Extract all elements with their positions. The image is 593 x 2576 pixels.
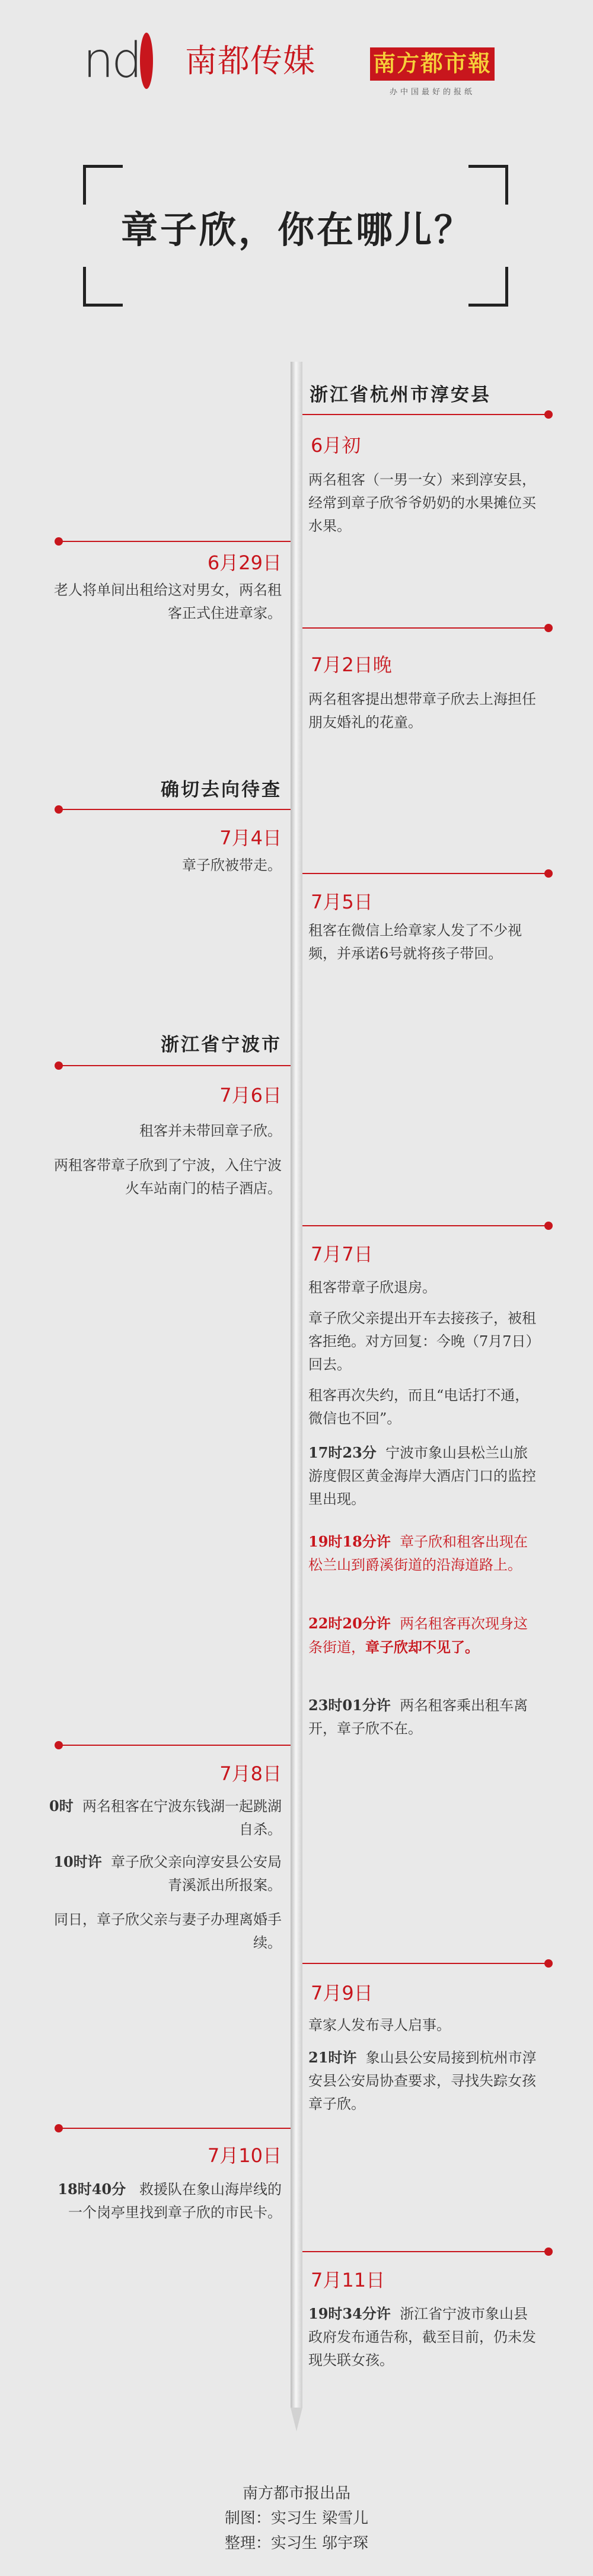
- event-text: 21时许 象山县公安局接到杭州市淳安县公安局协查要求，寻找失踪女孩章子欣。: [308, 2049, 537, 2112]
- event-date: 7月4日: [219, 827, 282, 849]
- timeline-connector: [59, 541, 291, 542]
- event-text: 两名租客（一男一女）来到淳安县，经常到章子欣爷爷奶奶的水果摊位买水果。: [308, 471, 536, 534]
- event-date: 7月11日: [311, 2269, 385, 2291]
- event-text: 租客再次失约，而且“电话打不通，微信也不回”。: [308, 1387, 530, 1427]
- location-ningbo: 浙江省宁波市: [161, 1034, 282, 1056]
- timeline-connector: [59, 1745, 291, 1746]
- event-date: 7月9日: [311, 1982, 373, 2004]
- timeline-connector: [302, 627, 549, 629]
- event-date: 7月2日晚: [311, 653, 392, 676]
- event-text: 23时01分许 两名租客乘出租车离开，章子欣不在。: [308, 1697, 528, 1737]
- title-bracket-top-left: [83, 165, 123, 205]
- nd-logo: nd.: [83, 33, 154, 89]
- footer-editor-credit: 整理：实习生 邬宇琛: [224, 2534, 369, 2552]
- event-date: 7月8日: [219, 1762, 282, 1785]
- event-text: 老人将单间出租给这对男女，两名租客正式住进章家。: [54, 582, 282, 621]
- event-text: 章子欣父亲提出开车去接孩子，被租客拒绝。对方回复：今晚（7月7日）回去。: [308, 1310, 536, 1373]
- title-bracket-top-right: [468, 165, 508, 205]
- event-text: 两名租客提出想带章子欣去上海担任朋友婚礼的花童。: [308, 691, 536, 731]
- title-bracket-bottom-right: [468, 267, 508, 307]
- location-unknown: 确切去向待查: [161, 779, 282, 801]
- event-text: 租客并未带回章子欣。: [139, 1123, 282, 1139]
- timeline-dot: [55, 1741, 63, 1749]
- timeline-dot: [544, 624, 553, 632]
- event-text: 0时 两名租客在宁波东钱湖一起跳湖自杀。: [49, 1797, 282, 1838]
- timeline-connector: [302, 1963, 549, 1964]
- event-date: 6月29日: [207, 551, 282, 574]
- footer-producer: 南方都市报出品: [242, 2485, 350, 2502]
- timeline-dot: [544, 2247, 553, 2256]
- brand-name: 南都传媒: [185, 42, 315, 79]
- timeline-axis-tip: [291, 2408, 302, 2431]
- event-text: 两租客带章子欣到了宁波，入住宁波火车站南门的桔子酒店。: [54, 1157, 282, 1197]
- timeline-dot: [55, 805, 63, 814]
- event-text: 租客带章子欣退房。: [308, 1279, 436, 1296]
- event-text: 章家人发布寻人启事。: [308, 2017, 451, 2033]
- newspaper-slogan: 办中国最好的报纸: [389, 88, 475, 97]
- timeline-dot: [55, 1061, 63, 1070]
- footer-graphics-credit: 制图：实习生 梁雪儿: [224, 2510, 369, 2527]
- event-date: 7月6日: [219, 1084, 282, 1107]
- event-text: 租客在微信上给章家人发了不少视频，并承诺6号就将孩子带回。: [308, 922, 522, 962]
- timeline-connector: [59, 809, 291, 810]
- event-text-highlight: 19时18分许 章子欣和租客出现在松兰山到爵溪街道的沿海道路上。: [308, 1533, 528, 1573]
- timeline-dot: [55, 2124, 63, 2132]
- location-hangzhou: 浙江省杭州市淳安县: [310, 384, 491, 406]
- event-text: 19时34分许 浙江省宁波市象山县政府发布通告称，截至目前，仍未发现失联女孩。: [308, 2305, 536, 2368]
- newspaper-name: 南方都市報: [372, 50, 492, 76]
- timeline-axis: [291, 362, 302, 2408]
- title-bracket-bottom-left: [83, 267, 123, 307]
- event-date: 7月5日: [311, 891, 373, 913]
- timeline-connector: [302, 414, 549, 415]
- event-text: 18时40分 救援队在象山海岸线的一个岗亭里找到章子欣的市民卡。: [58, 2180, 282, 2221]
- timeline-dot: [544, 869, 553, 878]
- event-text: 10时许 章子欣父亲向淳安县公安局青溪派出所报案。: [53, 1853, 282, 1893]
- timeline-dot: [544, 1222, 553, 1230]
- page-title: 章子欣，你在哪儿？: [120, 208, 473, 251]
- timeline-connector: [302, 873, 549, 874]
- event-date: 6月初: [311, 434, 361, 457]
- event-text: 同日，章子欣父亲与妻子办理离婚手续。: [54, 1911, 282, 1951]
- timeline-connector: [59, 1065, 291, 1066]
- event-text-highlight: 22时20分许 两名租客再次现身这条街道，章子欣却不见了。: [308, 1615, 528, 1656]
- timeline-connector: [59, 2128, 291, 2129]
- event-text: 17时23分 宁波市象山县松兰山旅游度假区黄金海岸大酒店门口的监控里出现。: [308, 1444, 536, 1507]
- event-text: 章子欣被带走。: [182, 857, 282, 873]
- timeline-dot: [544, 410, 553, 419]
- timeline-connector: [302, 2251, 549, 2252]
- timeline-dot: [544, 1959, 553, 1968]
- timeline-connector: [302, 1225, 549, 1226]
- event-date: 7月10日: [207, 2144, 282, 2167]
- event-date: 7月7日: [311, 1243, 373, 1265]
- timeline-dot: [55, 537, 63, 546]
